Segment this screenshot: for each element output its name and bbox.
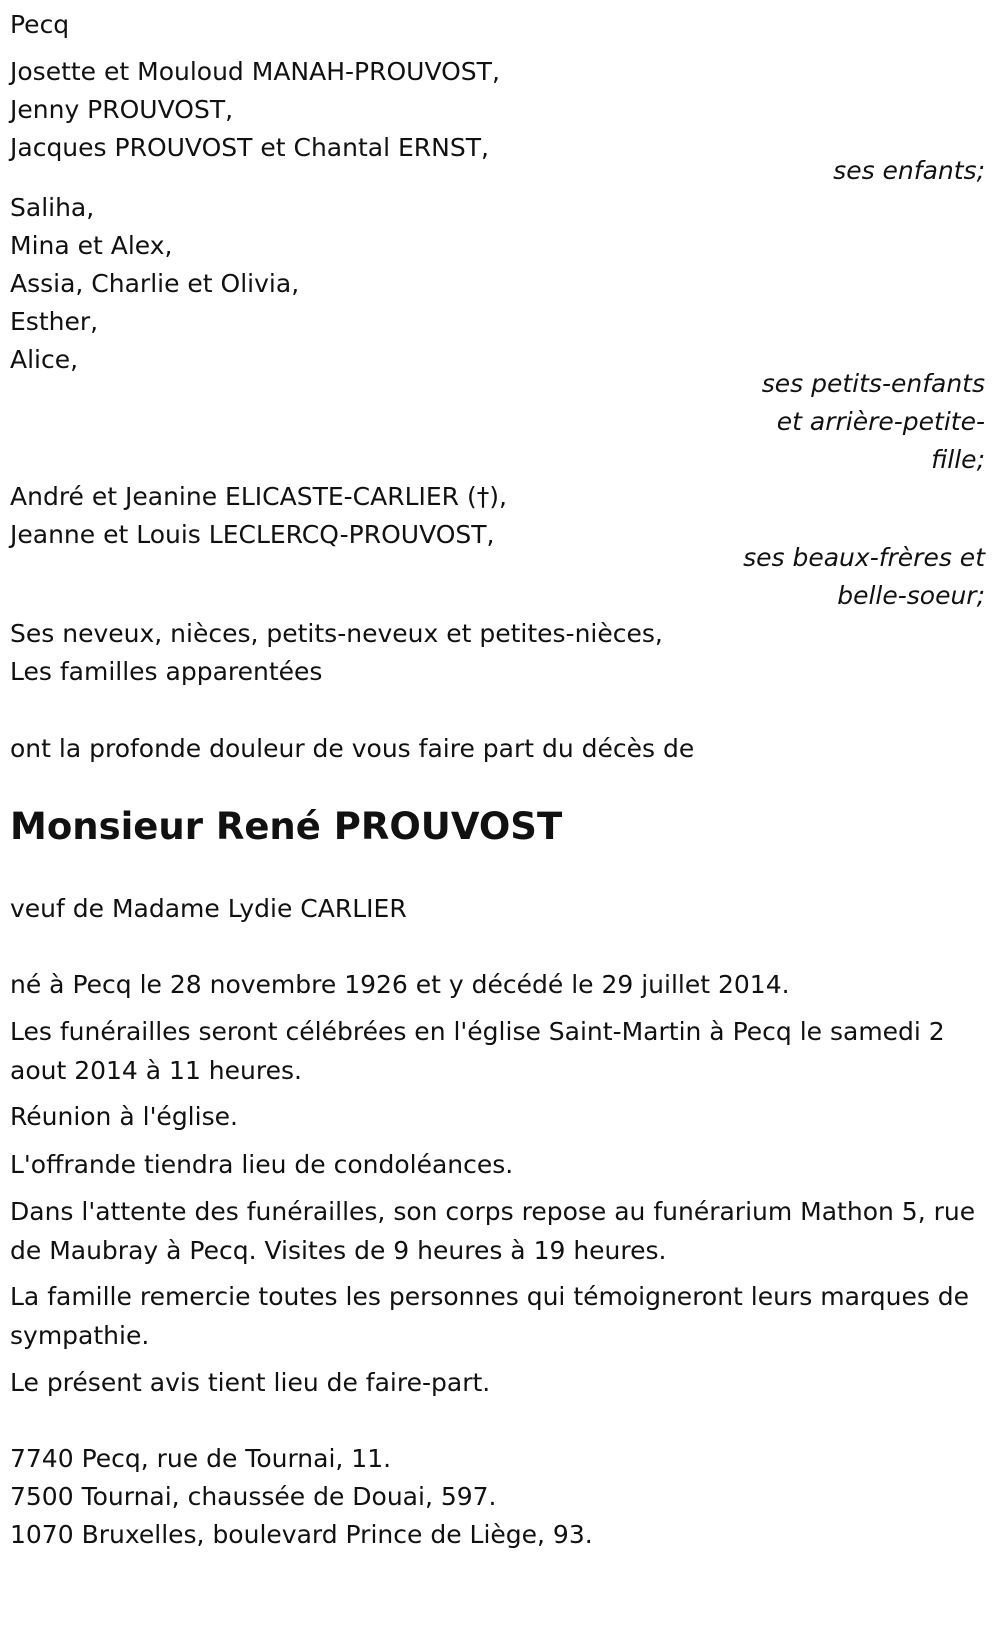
children-line: Jacques PROUVOST et Chantal ERNST, xyxy=(10,133,489,162)
grandchildren-line: Alice, xyxy=(10,345,79,374)
address-line: 7740 Pecq, rue de Tournai, 11. xyxy=(10,1444,392,1473)
widower-of: veuf de Madame Lydie CARLIER xyxy=(10,894,407,923)
announcement: ont la profonde douleur de vous faire part du décès de xyxy=(10,734,695,763)
extended-family-line: Les familles apparentées xyxy=(10,657,323,686)
children-role: ses enfants; xyxy=(833,156,985,185)
extended-family-line: Ses neveux, nièces, petits-neveux et petites-nièces, xyxy=(10,619,663,648)
address-line: 1070 Bruxelles, boulevard Prince de Liège, 93. xyxy=(10,1520,593,1549)
reunion-info: Réunion à l'église. xyxy=(10,1102,238,1131)
children-line: Josette et Mouloud MANAH-PROUVOST, xyxy=(10,57,500,86)
grandchildren-role: ses petits-enfants xyxy=(761,369,985,398)
birth-death-info: né à Pecq le 28 novembre 1926 et y décédé le 29 juillet 2014. xyxy=(10,970,790,999)
notice-info: Le présent avis tient lieu de faire-part. xyxy=(10,1368,491,1397)
grandchildren-line: Mina et Alex, xyxy=(10,231,173,260)
in-laws-line: Jeanne et Louis LECLERCQ-PROUVOST, xyxy=(10,520,495,549)
in-laws-role: belle-soeur; xyxy=(837,581,985,610)
grandchildren-line: Saliha, xyxy=(10,193,95,222)
grandchildren-line: Esther, xyxy=(10,307,99,336)
in-laws-line: André et Jeanine ELICASTE-CARLIER (†), xyxy=(10,482,507,511)
offering-info: L'offrande tiendra lieu de condoléances. xyxy=(10,1150,514,1179)
thanks-info: La famille remercie toutes les personnes qui témoigneront leurs marques de sympathie. xyxy=(10,1282,970,1350)
children-line: Jenny PROUVOST, xyxy=(10,95,234,124)
grandchildren-line: Assia, Charlie et Olivia, xyxy=(10,269,300,298)
address-line: 7500 Tournai, chaussée de Douai, 597. xyxy=(10,1482,497,1511)
funerarium-info: Dans l'attente des funérailles, son corps repose au funérarium Mathon 5, rue de Maubray à Pecq. Visites de 9 heures à 19 heures. xyxy=(10,1197,976,1265)
deceased-name: Monsieur René PROUVOST xyxy=(10,805,563,848)
location: Pecq xyxy=(10,10,70,39)
grandchildren-role: et arrière-petite- xyxy=(776,407,985,436)
grandchildren-role: fille; xyxy=(931,445,985,474)
funeral-info: Les funérailles seront célébrées en l'église Saint-Martin à Pecq le samedi 2 aout 2014 à 11 heures. xyxy=(10,1017,945,1085)
in-laws-role: ses beaux-frères et xyxy=(743,543,985,572)
